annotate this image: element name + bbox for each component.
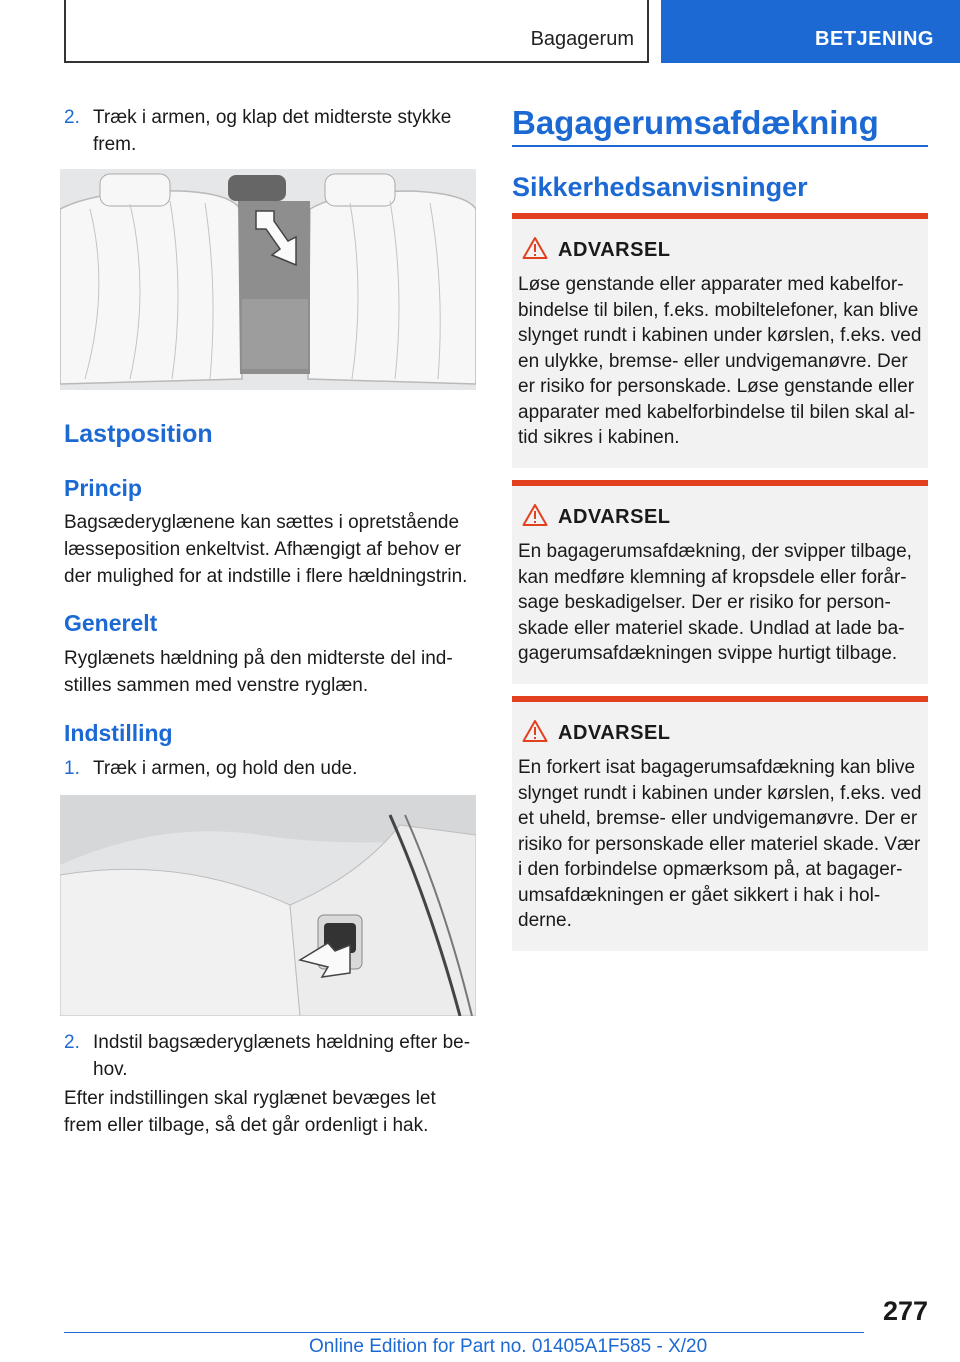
list-text: Træk i armen, og klap det midterste stykke frem. <box>93 107 452 155</box>
heading-lastposition: Lastposition <box>64 420 213 448</box>
list-number: 2. <box>64 1032 80 1053</box>
warning-title: ADVARSEL <box>558 506 671 528</box>
list-number: 1. <box>64 758 80 779</box>
heading-rule <box>512 145 928 147</box>
warning-box-2 <box>512 480 928 684</box>
header-chapter-title: BETJENING <box>815 28 934 50</box>
page-number: 277 <box>882 1296 928 1326</box>
after-adjust-text: Efter indstillingen skal ryglænet bevæges let frem eller tilbage, så det går ordenligt i hak. <box>64 1088 436 1136</box>
warning-text: Løse genstande eller apparater med kabelforbindelse til bilen, f.eks. mobiltelefoner, kan blive slynget rundt i kabinen under kørslen, f.eks. ved en ulykke, bremse- eller undvigemanøvre. Der er risiko for personskade. Løse genstande eller apparater med kabelforbindelse til bilen skal altid sikres i kabinen. <box>518 274 922 448</box>
figure-rear-seat-center-fold <box>60 169 476 390</box>
heading-indstilling: Indstilling <box>64 720 173 746</box>
warning-triangle-icon <box>522 503 548 527</box>
list-item-step1 <box>64 755 476 782</box>
warning-triangle-icon <box>522 236 548 260</box>
header-section-box <box>64 0 649 63</box>
heading-princip: Princip <box>64 475 142 501</box>
list-number: 2. <box>64 107 80 128</box>
warning-text: En forkert isat bagagerumsafdækning kan blive slynget rundt i kabinen under kørslen, f.eks. ved et uheld, bremse- eller undvigemanøvre. Der er risiko for personskade eller materiel skade. Vær i den forbindelse opmærksom på, at bagagerumsafdækningen er gået sikkert i hak i holderne. <box>518 757 922 931</box>
list-text: Indstil bagsæderyglænets hældning efter behov. <box>93 1032 471 1080</box>
footer-edition: Online Edition for Part no. 01405A1F585 - X/20 <box>309 1336 708 1357</box>
header-chapter-tab <box>661 0 960 63</box>
rear-seat-illustration <box>60 169 476 390</box>
header-section-title: Bagagerum <box>530 28 634 50</box>
heading-bagagerumsafdaekning: Bagagerumsafdækning <box>512 104 879 141</box>
heading-generelt: Generelt <box>64 610 158 636</box>
recline-lever-illustration <box>60 795 476 1016</box>
figure-recline-lever <box>60 795 476 1016</box>
princip-text: Bagsæderyglænene kan sættes i opretstående læsseposition enkeltvist. Afhængigt af behov er der mulighed for at indstille i flere hældningstrin. <box>64 512 468 587</box>
generelt-text: Ryglænets hældning på den midterste del indstilles sammen med venstre ryglæn. <box>64 648 453 696</box>
heading-sikkerhedsanvisninger: Sikkerhedsanvisninger <box>512 172 808 202</box>
warning-title: ADVARSEL <box>558 722 671 744</box>
list-item-step2-fold <box>64 104 476 158</box>
list-item-step2-adjust <box>64 1029 476 1083</box>
warning-text: En bagagerumsafdækning, der svipper tilbage, kan medføre klemning af kropsdele eller forårsage beskadigelser. Der er risiko for personskade eller materiel skade. Undlad at lade bagagerumsafdækningen svippe hurtigt tilbage. <box>518 541 912 664</box>
warning-box-3 <box>512 696 928 951</box>
list-text: Træk i armen, og hold den ude. <box>93 758 358 779</box>
warning-box-1 <box>512 213 928 468</box>
warning-title: ADVARSEL <box>558 239 671 261</box>
warning-triangle-icon <box>522 719 548 743</box>
footer-rule <box>64 1332 864 1333</box>
